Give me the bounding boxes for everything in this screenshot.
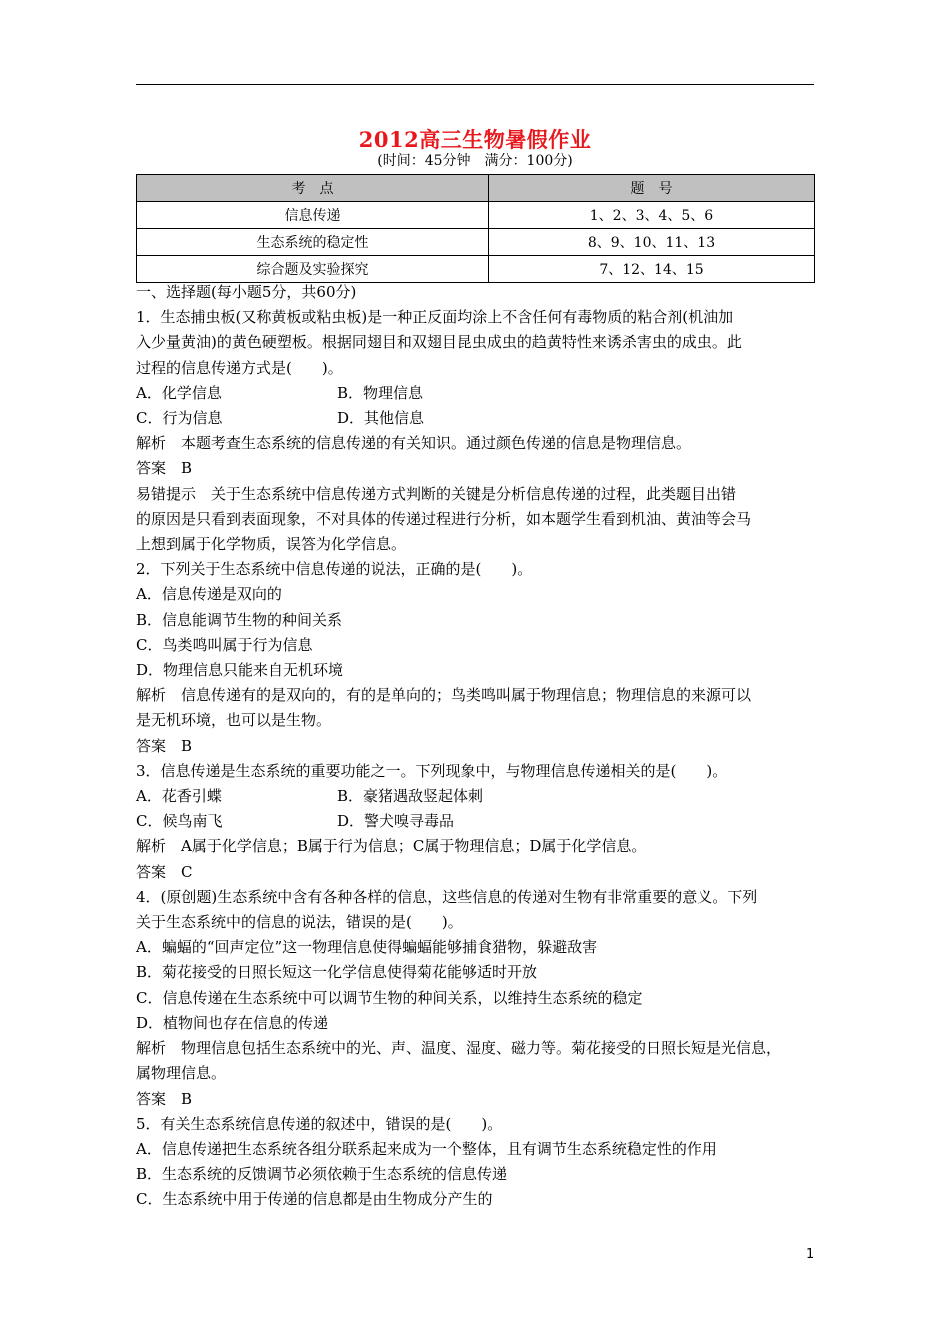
document-subtitle: (时间：45分钟 满分：100分): [377, 153, 573, 169]
table-cell-topic: 生态系统的稳定性: [137, 229, 489, 256]
question-4-option-d: D．植物间也存在信息的传递: [136, 1013, 329, 1032]
question-3-option-d: D．警犬嗅寻毒品: [337, 812, 455, 831]
question-1-options-row: [136, 381, 826, 406]
question-3-answer: 答案 C: [136, 862, 193, 881]
table-cell-numbers: 8、9、10、11、13: [489, 229, 815, 256]
document-body: [136, 280, 826, 1213]
question-1-option-b: B．物理信息: [337, 383, 424, 402]
table-cell-topic: 综合题及实验探究: [137, 256, 489, 283]
table-row: [137, 256, 815, 283]
question-4-option-a: A．蝙蝠的“回声定位”这一物理信息使得蝙蝠能够捕食猎物，躲避敌害: [136, 938, 598, 957]
table-cell-topic: 信息传递: [137, 202, 489, 229]
question-1-tip-line: 的原因是只看到表面现象，不对具体的传递过程进行分析，如本题学生看到机油、黄油等会马: [136, 509, 752, 528]
table-header-row: [137, 175, 815, 202]
section-heading: 一、选择题(每小题5分，共60分): [136, 283, 357, 301]
question-1-tip-line: 易错提示 关于生态系统中信息传递方式判断的关键是分析信息传递的过程，此类题目出错: [136, 484, 737, 503]
question-2-option-a: A．信息传递是双向的: [136, 585, 282, 604]
question-5-option-c: C．生态系统中用于传递的信息都是由生物成分产生的: [136, 1190, 493, 1209]
question-3-option-c: C．候鸟南飞: [136, 812, 223, 831]
question-1-stem-line: 过程的信息传递方式是( )。: [136, 358, 343, 377]
table-cell-numbers: 1、2、3、4、5、6: [489, 202, 815, 229]
question-3-option-b: B．豪猪遇敌竖起体刺: [337, 787, 484, 806]
document-title: 2012高三生物暑假作业: [358, 127, 592, 152]
question-5-option-b: B．生态系统的反馈调节必须依赖于生态系统的信息传递: [136, 1165, 508, 1184]
question-3-option-a: A．花香引蝶: [136, 787, 222, 806]
question-1-option-a: A．化学信息: [136, 383, 222, 402]
question-3-options-row: [136, 809, 826, 834]
table-header-topic: 考 点: [137, 175, 489, 202]
table-row: [137, 202, 815, 229]
question-4-stem-line: 关于生态系统中的信息的说法，错误的是( )。: [136, 913, 463, 932]
question-1-option-d: D．其他信息: [337, 409, 425, 428]
table-cell-numbers: 7、12、14、15: [489, 256, 815, 283]
question-5-stem: 5．有关生态系统信息传递的叙述中，错误的是( )。: [136, 1114, 503, 1133]
table-header-question-numbers: 题 号: [489, 175, 815, 202]
question-3-analysis: 解析 A属于化学信息；B属于行为信息；C属于物理信息；D属于化学信息。: [136, 837, 647, 856]
header-rule: [136, 84, 814, 85]
question-4-analysis-line: 属物理信息。: [136, 1064, 227, 1083]
question-1-analysis: 解析 本题考查生态系统的信息传递的有关知识。通过颜色传递的信息是物理信息。: [136, 434, 692, 453]
question-3-stem: 3．信息传递是生态系统的重要功能之一。下列现象中，与物理信息传递相关的是( )。: [136, 761, 728, 780]
question-2-option-d: D．物理信息只能来自无机环境: [136, 661, 344, 680]
question-1-stem-line: 入少量黄油)的黄色硬塑板。根据同翅目和双翅目昆虫成虫的趋黄特性来诱杀害虫的成虫。此: [136, 333, 742, 352]
question-1-options-row: [136, 406, 826, 431]
topic-table: [136, 174, 815, 283]
question-2-analysis-line: 是无机环境，也可以是生物。: [136, 711, 332, 730]
question-2-option-c: C．鸟类鸣叫属于行为信息: [136, 635, 313, 654]
question-4-option-c: C．信息传递在生态系统中可以调节生物的种间关系，以维持生态系统的稳定: [136, 988, 643, 1007]
question-2-stem: 2．下列关于生态系统中信息传递的说法，正确的是( )。: [136, 560, 533, 579]
question-1-option-c: C．行为信息: [136, 409, 223, 428]
question-2-analysis-line: 解析 信息传递有的是双向的，有的是单向的；鸟类鸣叫属于物理信息；物理信息的来源可以: [136, 686, 752, 705]
question-1-tip-line: 上想到属于化学物质，误答为化学信息。: [136, 535, 407, 554]
question-4-stem-line: 4．(原创题)生态系统中含有各种各样的信息，这些信息的传递对生物有非常重要的意义。下列: [136, 887, 758, 906]
page-number: 1: [806, 1247, 815, 1262]
question-4-analysis-line: 解析 物理信息包括生态系统中的光、声、温度、湿度、磁力等。菊花接受的日照长短是光信息，: [136, 1039, 782, 1058]
question-5-option-a: A．信息传递把生态系统各组分联系起来成为一个整体，且有调节生态系统稳定性的作用: [136, 1139, 717, 1158]
table-row: [137, 229, 815, 256]
question-2-answer: 答案 B: [136, 736, 193, 755]
question-1-stem-line: 1．生态捕虫板(又称黄板或粘虫板)是一种正反面均涂上不含任何有毒物质的粘合剂(机油加: [136, 308, 734, 327]
question-4-option-b: B．菊花接受的日照长短这一化学信息使得菊花能够适时开放: [136, 963, 538, 982]
question-4-answer: 答案 B: [136, 1089, 193, 1108]
question-3-options-row: [136, 784, 826, 809]
question-2-option-b: B．信息能调节生物的种间关系: [136, 610, 343, 629]
question-1-answer: 答案 B: [136, 459, 193, 478]
